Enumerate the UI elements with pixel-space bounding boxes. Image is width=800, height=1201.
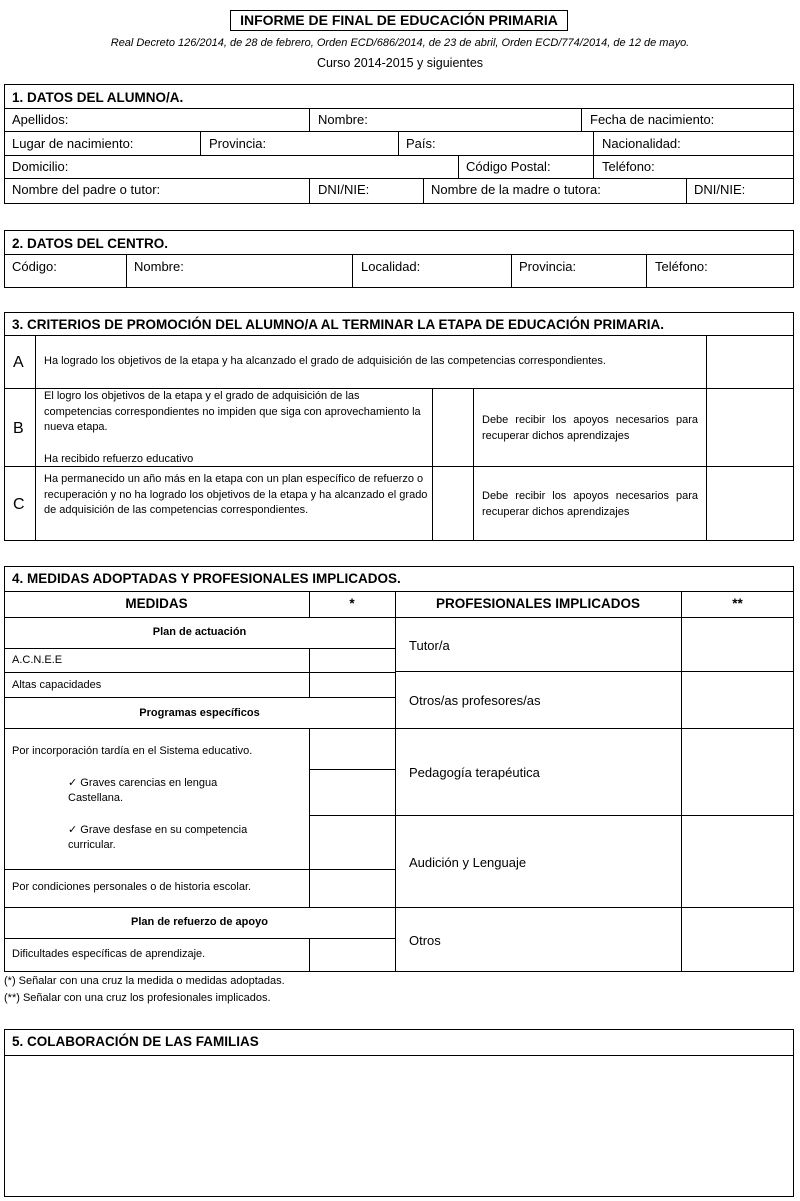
grave-desfase-label: ✓ Grave desfase en su competencia curricular.	[68, 824, 248, 851]
graves-carencias-checkbox[interactable]	[310, 770, 395, 815]
tutor-label: Tutor/a	[409, 638, 450, 653]
grave-desfase-checkbox[interactable]	[310, 816, 395, 869]
dni-padre-field[interactable]: DNI/NIE:	[318, 182, 370, 197]
nacionalidad-field[interactable]: Nacionalidad:	[602, 136, 681, 151]
criterion-a-text: Ha logrado los objetivos de la etapa y ha alcanzado el grado de adquisición de las competencias correspondientes.	[44, 355, 606, 367]
criterion-c-support: Debe recibir los apoyos necesarios para recuperar dichos aprendizajes	[482, 490, 698, 518]
note-profesionales: (**) Señalar con una cruz los profesionales implicados.	[4, 992, 271, 1004]
plan-refuerzo-label: Plan de refuerzo de apoyo	[131, 916, 268, 928]
section3-title: 3. CRITERIOS DE PROMOCIÓN DEL ALUMNO/A AL TERMINAR LA ETAPA DE EDUCACIÓN PRIMARIA.	[12, 317, 665, 332]
domicilio-field[interactable]: Domicilio:	[12, 159, 69, 174]
col-star-header: *	[349, 596, 355, 611]
graves-carencias-label: ✓ Graves carencias en lengua Castellana.	[68, 777, 218, 804]
audicion-lenguaje-label: Audición y Lenguaje	[409, 855, 527, 870]
tutor-checkbox[interactable]	[682, 618, 793, 671]
legal-reference: Real Decreto 126/2014, de 28 de febrero, Orden ECD/686/2014, de 23 de abril, Orden ECD/774/2014, de 12 de mayo.	[110, 37, 690, 49]
section5-title: 5. COLABORACIÓN DE LAS FAMILIAS	[12, 1034, 259, 1049]
criterion-b-text: El logro los objetivos de la etapa y el grado de adquisición de las competencias correspondientes no impiden que siga con aprovechamiento la nueva etapa.	[44, 390, 421, 433]
nombre-centro-field[interactable]: Nombre:	[134, 259, 184, 274]
criterion-b-extra: Ha recibido refuerzo educativo	[44, 453, 194, 465]
criterion-b-refuerzo-checkbox[interactable]	[433, 389, 473, 466]
fecha-nacimiento-field[interactable]: Fecha de nacimiento:	[590, 112, 715, 127]
telefono-centro-field[interactable]: Teléfono:	[655, 259, 708, 274]
lugar-nacimiento-field[interactable]: Lugar de nacimiento:	[12, 136, 134, 151]
otros-profesores-label: Otros/as profesores/as	[409, 693, 541, 708]
nombre-field[interactable]: Nombre:	[318, 112, 368, 127]
codigo-centro-field[interactable]: Código:	[12, 259, 57, 274]
condiciones-personales-checkbox[interactable]	[310, 870, 395, 907]
section2-title: 2. DATOS DEL CENTRO.	[12, 236, 169, 251]
telefono-field[interactable]: Teléfono:	[602, 159, 655, 174]
note-medidas: (*) Señalar con una cruz la medida o medidas adoptadas.	[4, 975, 285, 987]
otros-checkbox[interactable]	[682, 908, 793, 972]
course-label: Curso 2014-2015 y siguientes	[316, 56, 484, 70]
pedagogia-terapeutica-label: Pedagogía terapéutica	[409, 765, 540, 780]
apellidos-field[interactable]: Apellidos:	[12, 112, 69, 127]
condiciones-personales-label: Por condiciones personales o de historia escolar.	[12, 881, 252, 893]
otros-label: Otros	[409, 933, 441, 948]
col-medidas-header: MEDIDAS	[125, 596, 188, 611]
criterion-b-support: Debe recibir los apoyos necesarios para recuperar dichos aprendizajes	[482, 414, 698, 442]
section1-title: 1. DATOS DEL ALUMNO/A.	[12, 90, 184, 105]
localidad-field[interactable]: Localidad:	[361, 259, 421, 274]
madre-tutora-field[interactable]: Nombre de la madre o tutora:	[431, 182, 601, 197]
document-title: INFORME DE FINAL DE EDUCACIÓN PRIMARIA	[230, 10, 568, 31]
pais-field[interactable]: País:	[406, 136, 436, 151]
criterion-a-checkbox[interactable]	[707, 336, 793, 387]
altas-capacidades-checkbox[interactable]	[310, 673, 395, 697]
altas-capacidades-label: Altas capacidades	[12, 679, 102, 691]
criterion-c-checkbox[interactable]	[707, 467, 793, 540]
provincia-centro-field[interactable]: Provincia:	[519, 259, 577, 274]
codigo-postal-field[interactable]: Código Postal:	[466, 159, 551, 174]
col-profesionales-header: PROFESIONALES IMPLICADOS	[435, 596, 641, 611]
provincia-field[interactable]: Provincia:	[209, 136, 267, 151]
incorporacion-tardia-checkbox[interactable]	[310, 729, 395, 769]
dificultades-checkbox[interactable]	[310, 939, 395, 972]
acnee-checkbox[interactable]	[310, 649, 395, 672]
section4-title: 4. MEDIDAS ADOPTADAS Y PROFESIONALES IMPLICADOS.	[12, 571, 401, 586]
criterion-c-letter: C	[13, 496, 25, 513]
acnee-label: A.C.N.E.E	[12, 654, 63, 666]
dificultades-label: Dificultades específicas de aprendizaje.	[12, 948, 206, 960]
audicion-lenguaje-checkbox[interactable]	[682, 816, 793, 907]
criterion-b-letter: B	[13, 420, 24, 437]
colaboracion-familias-textarea[interactable]	[5, 1056, 793, 1196]
criterion-b-checkbox[interactable]	[707, 389, 793, 466]
plan-actuacion-label: Plan de actuación	[152, 626, 247, 638]
criterion-c-refuerzo-checkbox[interactable]	[433, 467, 473, 540]
otros-profesores-checkbox[interactable]	[682, 672, 793, 728]
pedagogia-terapeutica-checkbox[interactable]	[682, 729, 793, 815]
dni-madre-field[interactable]: DNI/NIE:	[694, 182, 746, 197]
incorporacion-tardia-label: Por incorporación tardía en el Sistema educativo.	[12, 745, 253, 757]
col-dstar-header: **	[732, 596, 743, 611]
criterion-c-text: Ha permanecido un año más en la etapa con un plan específico de refuerzo o recuperación y no ha logrado los objetivos de la etapa y ha alcanzado el grado de adquisición de las competencias correspondientes.	[44, 473, 428, 516]
padre-tutor-field[interactable]: Nombre del padre o tutor:	[12, 182, 161, 197]
programas-especificos-label: Programas específicos	[139, 707, 260, 719]
criterion-a-letter: A	[13, 354, 24, 371]
